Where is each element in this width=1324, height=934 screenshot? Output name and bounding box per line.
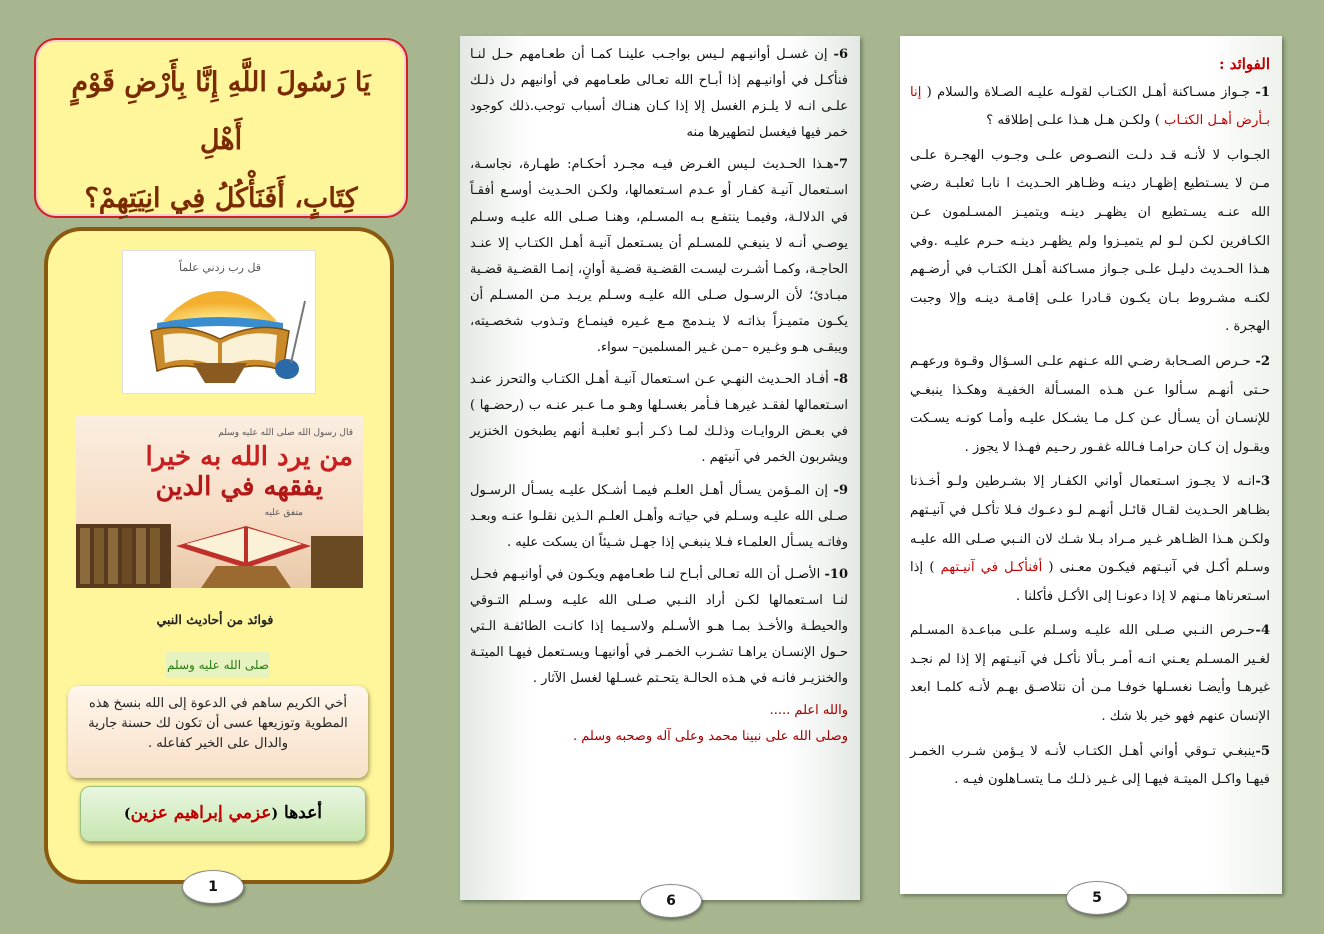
page-number-badge-1: 1 — [182, 870, 244, 904]
title-box — [34, 38, 408, 218]
middle-item-8: 8- أفـاد الحـديث النهـي عـن اسـتعمال آنيـة أهـل الكتـاب والتحرز عنـد اسـتعمالها لفقـد غيرهـا فـأمر بغسـلها وهـو مـا عـبر عنـه ب (رحضـها ) في بعـض الروايـات وذلـك لمـا ذكـر أبـو ثعلبـة أنهم يطبخون الخنزير ويشربون الخمر في آنيتهم . — [470, 372, 848, 466]
closing-salawat: وصلى الله على نبينا محمد وعلى آله وصحبه وسلم . — [572, 729, 848, 745]
title-line-2: كِتَابٍ، أَفَنَأْكُلُ فِي انِيَتِهِمْ؟ — [84, 183, 358, 214]
benefit-3: 3-انـه لا يجـوز اسـتعمال أواني الكفـار إلا بشـرطين ولـو أخـذنا بظـاهر الحـديث لقـال قائـل أنهـم لـو دعـوك فـلا تأكـل في آنيـتهم ولكـن هـذا الظـاهر غـير مـراد بـلا شـك لان النـبي صـلى الله عليـه وسـلم أكـل في آنيـتهم فيكـون معـنى ( أفنأكـل في آنيـتهم ) إذا اسـتعرناها مـنهم لا إذا دعونـا إلى الأكـل فأكلنا . — [910, 474, 1270, 604]
middle-item-6: 6- إن غسـل أوانيـهم لـيس بواجـب علينـا كمـا أن طعـامهم حـل لنـا فنأكـل في أوانيـهم إذا أبـاح الله تعـالى طعـامهم في أوانيهم دل ذلـك علـى انـه لا يلـزم الغسل إلا إذا كـان هنـاك أسباب توجب.ذلك كوجود خمر فيها فيغسل لتطهيرها منه — [470, 47, 848, 141]
quran-image — [122, 250, 316, 394]
invite-box — [68, 686, 368, 778]
benefit-4: 4-حـرص النـبي صـلى الله عليـه وسـلم علـى مباعـدة المسـلم لغـير المسـلم يعـني انـه أمـر بـألا نأكـل في آنيـتهم إلا إذا لم نجـد غيرهـا وأيضـا نغسـلها خوفـا مـن أن نتلاصـق بهـم لأنـه كلمـا ابعد الإنسان عنهم فهو خير بلا شك . — [910, 623, 1270, 725]
middle-item-9: 9- إن المـؤمن يسـأل أهـل العلـم فيمـا أشـكل عليـه يسـأل الرسـول صـلى الله عليـه وسـلم في حياتـه وأهـل العلـم الـذين نقلـوا عنـه وبعـد وفاتـه يسـأل العلمـاء فـلا ينبغـي إذا جهـل شـيئاً ان يسكت عليه . — [470, 482, 848, 550]
hadith-image — [76, 416, 363, 588]
benefit-2: 2- حـرص الصـحابة رضـي الله عـنهم علـى السـؤال وقـوة ورعهـم حـتى أنهـم سـألوا عـن هـذه المسـألة الخفيـة وهكـذا ينبغـي للإنسـان أن يسـأل عـن كـل مـا يشـكل عليـه وأمـا كونـه يسـكت ويقـول إن كـان حرامـا فـالله غفـور رحـيم فهـذا لا يجوز . — [910, 353, 1270, 455]
author-box: أعدها (عزمي إبراهيم عزين) — [80, 786, 366, 842]
hadith-source: متفق عليه — [264, 508, 303, 518]
closing-allah-alam: والله اعلم ..... — [769, 703, 848, 719]
author-label: أعدها — [284, 803, 322, 823]
middle-item-7: 7-هـذا الحـديث لـيس الغـرض فيـه مجـرد أحكـام: طهـارة، نجاسـة، اسـتعمال آنيـة كفـار أو عـدم اسـتعمالها، ولكـن الحـديث أوسـع أفقـاً في الدلالـة، وفيمـا ينتفـع بـه المسـلم، وهنـا صـلى الله عليـه وسـلم يوصـي أنـه لا ينبغـي للمسـلم أن يسـتعمل آنيـة أهـل الكتـاب إلا عنـد الحاجـة، وكمـا أشـرت ليسـت القضـية قضـية أوانٍ، إنمـا القضـية قضـية مبـادئ؛ لأن الرسـول صـلى الله عليـه وسـلم يريـد مـن المسـلم أن يكـون متميـزاً بذاتـه لا ينـدمج مـع غـيره فينمـاع وتـذوب شخصـيته، ويبقـى هـو وغـيره –مـن غـير المسلمين– سواء. — [470, 157, 848, 356]
title-line-1: يَا رَسُولَ اللَّهِ إِنَّا بِأَرْضِ قَوْمٍ أَهْلِ — [71, 67, 371, 156]
page-number-badge-5: 5 — [1066, 881, 1128, 915]
author-name: عزمي إبراهيم عزين — [130, 803, 272, 823]
open-book-icon — [123, 251, 317, 395]
hadith-line-1: من يرد الله به خيرا — [145, 442, 353, 472]
hadith-line-2: يفقهه في الدين — [155, 472, 323, 502]
benefit-1: 1- جـواز مسـاكنة أهـل الكتـاب لقولـه عليـه الصـلاة والسلام ( إنا بـأرض أهـل الكتـاب ) ولكـن هـل هـذا علـى إطلاقه ؟ — [910, 84, 1270, 129]
invite-text: أخي الكريم ساهم في الدعوة إلى الله بنسخ هذه المطوية وتوزيعها عسى أن تكون لك حسنة جارية والدال على الخير كفاعله . — [88, 696, 348, 751]
middle-panel — [460, 36, 860, 900]
quran-image-text: قل رب زدني علماً — [178, 261, 262, 274]
books-icon — [76, 416, 363, 588]
right-panel — [900, 36, 1282, 894]
middle-item-10: 10- الأصـل أن الله تعـالى أبـاح لنـا طعـامهم ويكـون في أوانيـهم فحـل لنـا اسـتعمالها لكـن أراد النـبي صـلى الله عليـه وسـلم التـوقي والحيطـة والأخـذ بمـا هـو الأسـلم ولاسـيما إذا كانـت الطائفـة الـتي حـول الإنسـان يراهـا تشـرب الخمـر في أوانيهـا ويسـتعمل فيهـا الميتـة والخنزيـر فانـه في هـذه الحالـة يتحـتم غسـلها لغسل الآثار . — [470, 566, 848, 687]
benefit-1-answer: الجـواب لا لأنـه قـد دلـت النصـوص علـى وجـوب الهجـرة علـى مـن لا يسـتطيع إظهـار دينـه وظـاهر الحـديث ا نابـا ثعلبـة رضي الله عنـه يسـتطيع ان يظهـر دينـه ويتميـز المسـلمون عـن الكـافرين لكـن لـو لم يتميـزوا ولم يظهـر دينـه حـرم عليـه .وفي هـذا الحـديث دليـل علـى جـواز مسـاكنة أهـل الكتـاب في أرضـهم لكنـه مشـروط بـان يكـون قـادرا علـى إقامـة دينـه وإلا وجبت الهجرة . — [910, 147, 1270, 335]
brochure-caption: فوائد من أحاديث النبي — [156, 612, 274, 627]
benefits-heading: الفوائد : — [1218, 55, 1270, 73]
benefit-5: 5-ينبغـي تـوقي أواني أهـل الكتـاب لأنـه لا يـؤمن شـرب الخمـر فيهـا واكـل الميتـة فيهـا إلى غـير ذلـك مـا يتسـاهلون فيـه . — [910, 743, 1270, 788]
page-number-badge-6: 6 — [640, 884, 702, 918]
hadith-caption-top: قال رسول الله صلى الله عليه وسلم — [218, 428, 353, 438]
salawat-calligraphy: صلى الله عليه وسلم — [166, 652, 270, 678]
